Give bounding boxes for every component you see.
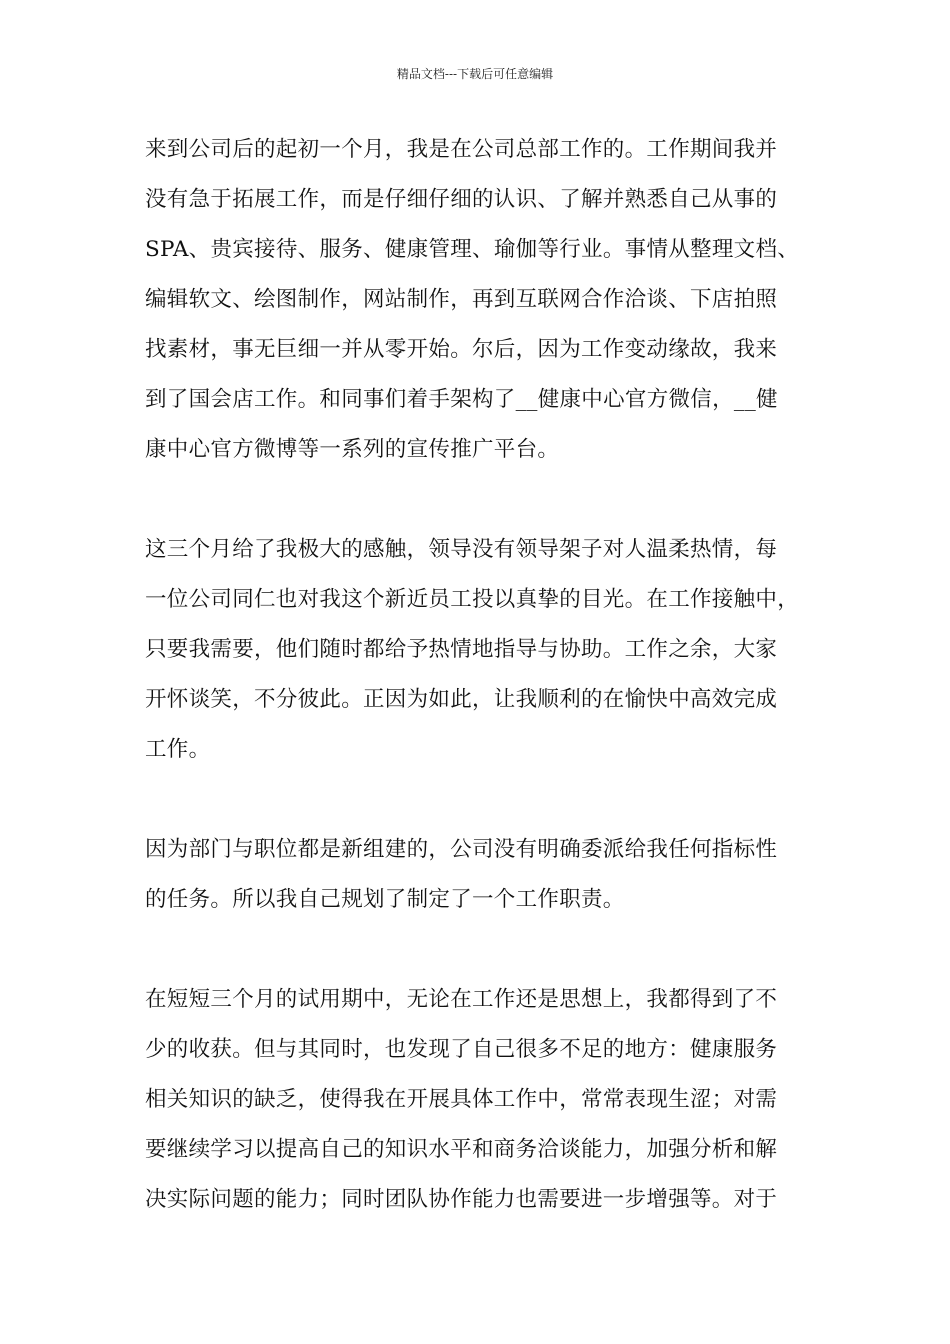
paragraph-3: [145, 825, 815, 925]
text-line: 工作。: [145, 737, 211, 762]
text-line: SPA、贵宾接待、服务、健康管理、瑜伽等行业。事情从整理文档、: [145, 237, 800, 262]
text-line: 一位公司同仁也对我这个新近员工投以真挚的目光。在工作接触中，: [145, 587, 800, 612]
text-line: 没有急于拓展工作，而是仔细仔细的认识、了解并熟悉自己从事的: [145, 187, 778, 212]
text-line: 开怀谈笑，不分彼此。正因为如此，让我顺利的在愉快中高效完成: [145, 687, 778, 712]
paragraph-4: [145, 975, 815, 1225]
text-line: 在短短三个月的试用期中，无论在工作还是思想上，我都得到了不: [145, 987, 778, 1012]
text-line: 少的收获。但与其同时，也发现了自己很多不足的地方：健康服务: [145, 1037, 778, 1062]
text-line: 来到公司后的起初一个月，我是在公司总部工作的。工作期间我并: [145, 137, 778, 162]
document-body: [145, 125, 815, 1275]
text-line: 相关知识的缺乏，使得我在开展具体工作中，常常表现生涩；对需: [145, 1087, 778, 1112]
page-header: 精品文档---下载后可任意编辑: [396, 67, 554, 81]
text-line: 编辑软文、绘图制作，网站制作，再到互联网合作洽谈、下店拍照: [145, 287, 778, 312]
text-line: 因为部门与职位都是新组建的，公司没有明确委派给我任何指标性: [145, 837, 778, 862]
text-line: 到了国会店工作。和同事们着手架构了__健康中心官方微信，__健: [145, 387, 778, 412]
text-line: 只要我需要，他们随时都给予热情地指导与协助。工作之余，大家: [145, 637, 778, 662]
text-line: 找素材，事无巨细一并从零开始。尔后，因为工作变动缘故，我来: [145, 337, 778, 362]
text-line: 的任务。所以我自己规划了制定了一个工作职责。: [145, 887, 625, 912]
text-line: 决实际问题的能力；同时团队协作能力也需要进一步增强等。对于: [145, 1187, 778, 1212]
text-line: 这三个月给了我极大的感触，领导没有领导架子对人温柔热情，每: [145, 537, 778, 562]
text-line: 康中心官方微博等一系列的宣传推广平台。: [145, 437, 560, 462]
text-line: 要继续学习以提高自己的知识水平和商务洽谈能力，加强分析和解: [145, 1137, 778, 1162]
paragraph-2: [145, 525, 815, 775]
paragraph-1: [145, 125, 815, 475]
